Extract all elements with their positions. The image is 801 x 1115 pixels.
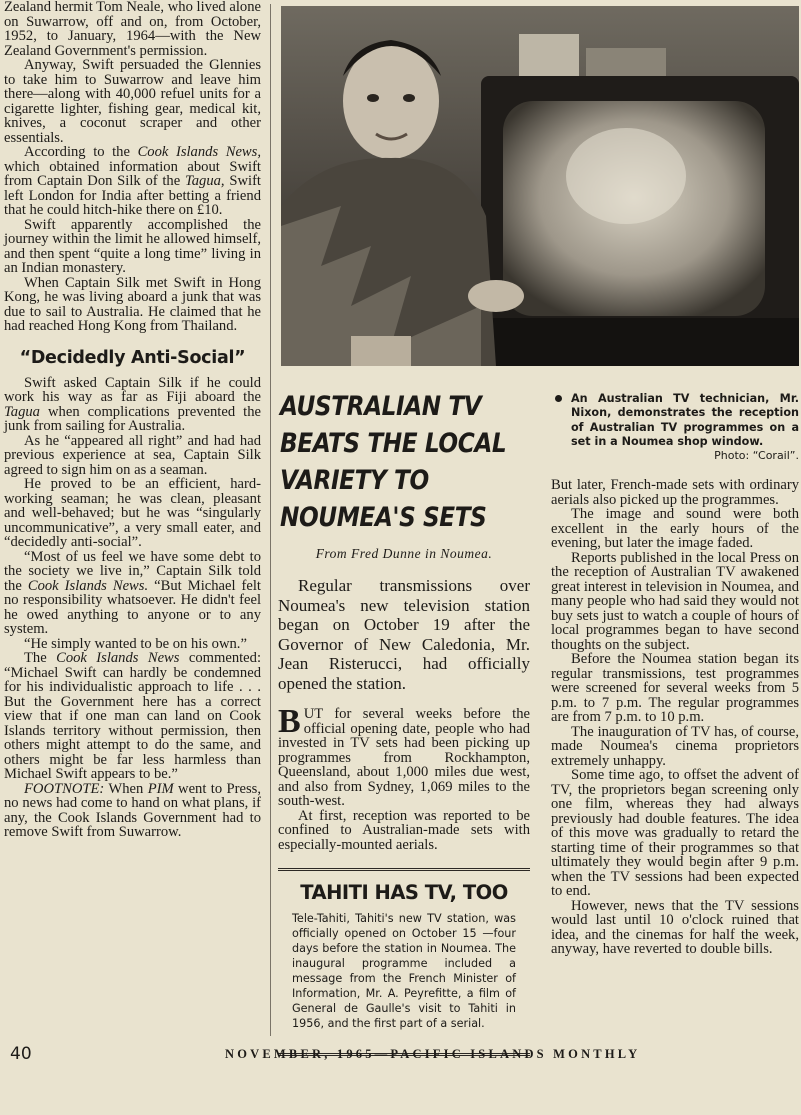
photo-tv-technician bbox=[281, 6, 799, 366]
photo-caption: An Australian TV technician, Mr. Nixon, demonstrates the reception of Australian TV programmes on a set in a Noumea shop window. bbox=[551, 392, 799, 449]
paragraph: The inauguration of TV has, of course, made Noumea's cinema proprietors extremely unhappy. bbox=[551, 723, 799, 769]
photo-credit: Photo: “Corail”. bbox=[714, 449, 799, 463]
page-number: 40 bbox=[10, 1044, 32, 1064]
box-text: Tele-Tahiti, Tahiti's new TV station, was officially opened on October 15 —four days before the station in Noumea. The inaugural programme included a message from the French Minister of Information, Mr. A. Peyrefitte, a film of General de Gaulle's visit to Tahiti in 1956, and the first part of a serial. bbox=[292, 912, 516, 1030]
sidebar-box bbox=[278, 868, 530, 1056]
lead-paragraph: Regular transmissions over Noumea's new television station began on October 19 after the Governor of New Caledonia, Mr. Jean Risterucci, had officially opened the station. bbox=[278, 576, 530, 693]
paragraph: Reports published in the local Press on the reception of Australian TV awakened great interest in television in Noumea, and many people who had said they would not buy sets just to watch a couple of hours of local programmes began to have second thoughts on the subject. bbox=[551, 549, 799, 653]
box-title: TAHITI HAS TV, TOO bbox=[300, 881, 508, 904]
footnote: FOOTNOTE: When PIM went to Press, no news had come to hand on what plans, if any, the Cook Islands Government had to remove Swift from Suwarrow. bbox=[4, 780, 262, 840]
paragraph: The Cook Islands News commented: “Michael Swift can hardly be condemned for his individualistic approach to life . . . But the Government here has a correct view that if one man can land on Cook Islands territory without permission, then others might attempt to do the same, and others might be far less harmless than Michael Swift appears to be.” bbox=[4, 650, 261, 782]
dropcap-paragraph: B UT for several weeks before the official opening date, people who had invested in TV sets had been picking up programmes from Rockhampton, Queensland, about 1,000 miles due west, and also from Sydney, 1,069 miles to the south-west. bbox=[278, 703, 530, 809]
right-column bbox=[551, 392, 799, 957]
bullet-icon bbox=[555, 395, 562, 402]
page-footer bbox=[10, 1044, 795, 1066]
paragraph: Swift asked Captain Silk if he could work his way as far as Fiji aboard the Tagua when complications prevented the junk from sailing for Australia. bbox=[4, 374, 261, 434]
paragraph: “He simply wanted to be on his own.” bbox=[24, 635, 247, 652]
paragraph: Anyway, Swift persuaded the Glennies to take him to Suwarrow and leave him there—along with 40,000 refuel units for a cigarette lighter, fishing gear, medical kit, knives, a coconut scraper and other essentials. bbox=[4, 57, 261, 146]
paragraph: Swift apparently accomplished the journey within the limit he allowed himself, and then spent “quite a long time” living in an Indian monastery. bbox=[4, 216, 261, 276]
footer-publication: NOVEMBER, 1965—PACIFIC ISLANDS MONTHLY bbox=[225, 1047, 641, 1061]
paragraph: The image and sound were both excellent in the early hours of the evening, but later the image faded. bbox=[551, 506, 799, 552]
paragraph: Zealand hermit Tom Neale, who lived alone on Suwarrow, off and on, from October, 1952, to January, 1964—with the New Zealand Government's permission. bbox=[4, 0, 261, 59]
section-subhead: “Decidedly Anti-Social” bbox=[19, 347, 246, 368]
photo-illustration bbox=[281, 6, 799, 366]
paragraph: Before the Noumea station began its regular transmissions, test programmes were screened for several weeks from 5 p.m. to 7 p.m. The regular programmes are from 7 p.m. to 10 p.m. bbox=[551, 651, 799, 726]
article-column bbox=[278, 388, 530, 1056]
paragraph: According to the Cook Islands News, which obtained information about Swift from Captain Don Silk of the Tagua, Swift left London for India after betting a friend that he could hitch-hike there on £10. bbox=[4, 144, 261, 218]
paragraph: “Most of us feel we have some debt to the society we live in,” Captain Silk told the Cook Islands News. “But Michael felt no responsibility whatsoever. He didn't feel he owed anything to anyone or to any system. bbox=[4, 548, 261, 637]
paragraph: At first, reception was reported to be confined to Australian-made sets with especially-mounted aerials. bbox=[278, 807, 530, 853]
dropcap-letter: B bbox=[278, 703, 301, 740]
left-column bbox=[4, 0, 261, 840]
paragraph: As he “appeared all right” and had had previous experience at sea, Captain Silk agreed to sign him on as a seaman. bbox=[4, 432, 261, 478]
article-headline: AUSTRALIAN TV BEATS THE LOCAL VARIETY TO NOUMEA'S SETS bbox=[280, 391, 507, 533]
paragraph: He proved to be an efficient, hard-working seaman; he was clean, pleasant and well-behaved; but he was “singularly uncommunicative”, a very small eater, and “decidedly anti-social”. bbox=[4, 476, 261, 550]
byline: From Fred Dunne in Noumea. bbox=[315, 546, 493, 561]
paragraph: Some time ago, to offset the advent of TV, the proprietors began screening only one film, whereas they had always previously had double features. The idea of this move was gradually to retard the starting time of their programmes so that ultimately they would begin after 9 p.m. when the TV sessions had been expected to end. bbox=[551, 767, 799, 900]
paragraph: However, news that the TV sessions would last until 10 o'clock ruined that idea, and the cinemas for half the week, anyway, have reverted to double bills. bbox=[551, 897, 799, 958]
paragraph: But later, French-made sets with ordinary aerials also picked up the programmes. bbox=[551, 477, 799, 508]
column-divider bbox=[270, 4, 271, 1036]
paragraph: When Captain Silk met Swift in Hong Kong, he was living aboard a junk that was due to sail to Australia. He claimed that he had reached Hong Kong from Thailand. bbox=[4, 274, 261, 334]
